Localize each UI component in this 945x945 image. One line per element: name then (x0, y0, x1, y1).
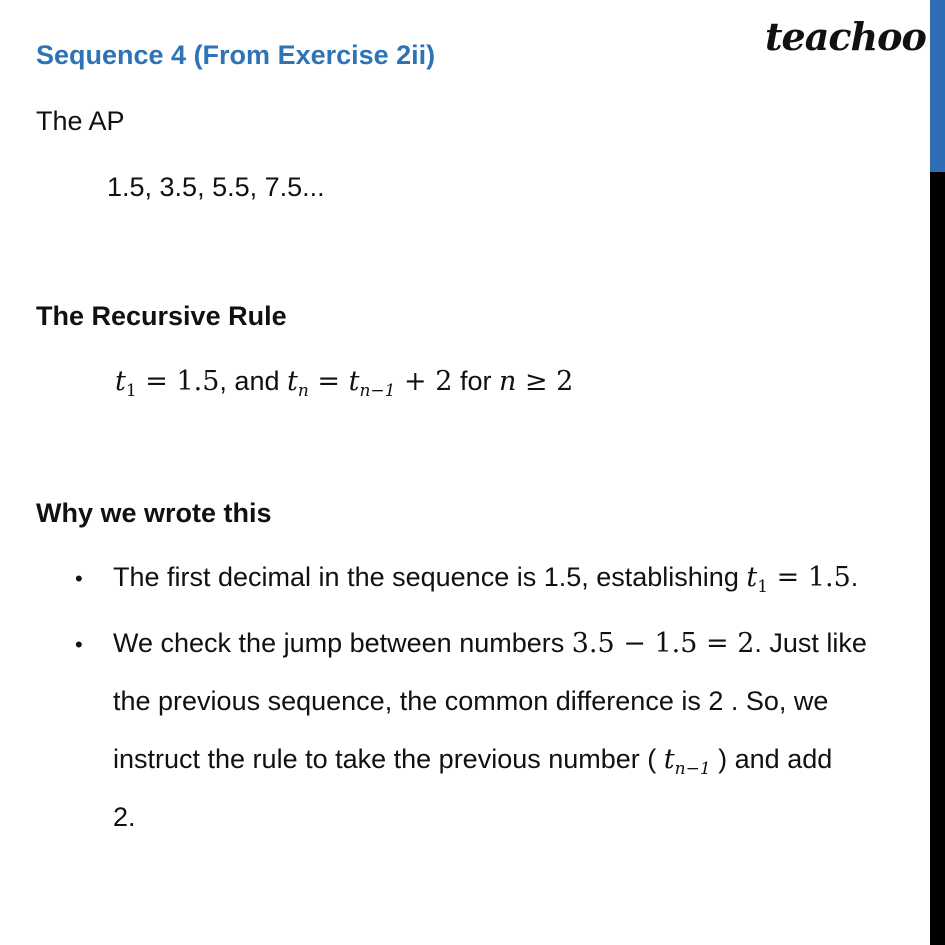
bullet-2-line-1: We check the jump between numbers 3.5 − 1.5 = 2. Just like (113, 628, 867, 659)
why-heading: Why we wrote this (36, 498, 272, 528)
bullet-2-line-4: 2. (113, 802, 136, 832)
sidebar-accent (930, 0, 945, 172)
term-tn: $t_n$ (286, 366, 309, 401)
bullet-2-line-3: instruct the rule to take the previous number ( $t_{n-1}$ ) and add (113, 744, 833, 779)
term-t1: $t_1$ (115, 366, 137, 401)
recursive-rule-formula: $t_1 = 1.5$, and $t_n = t_{n-1} + 2$ for n ≥ 2 (115, 366, 574, 401)
bullet-2-line-2: the previous sequence, the common difference is 2 . So, we (113, 686, 829, 716)
recursive-rule-heading: The Recursive Rule (36, 301, 287, 331)
page-title: Sequence 4 (From Exercise 2ii) (36, 40, 436, 70)
ap-sequence: 1.5, 3.5, 5.5, 7.5... (107, 172, 325, 202)
ap-label: The AP (36, 106, 125, 136)
term-tn-1: $t_{n-1}$ (348, 366, 396, 401)
teachoo-logo: teachoo (765, 14, 926, 59)
bullet-1-text: The first decimal in the sequence is 1.5, establishing $t_1 = 1.5$. (113, 562, 859, 597)
bullet-1-marker: • (75, 566, 83, 591)
bullet-2-marker: • (75, 632, 83, 657)
